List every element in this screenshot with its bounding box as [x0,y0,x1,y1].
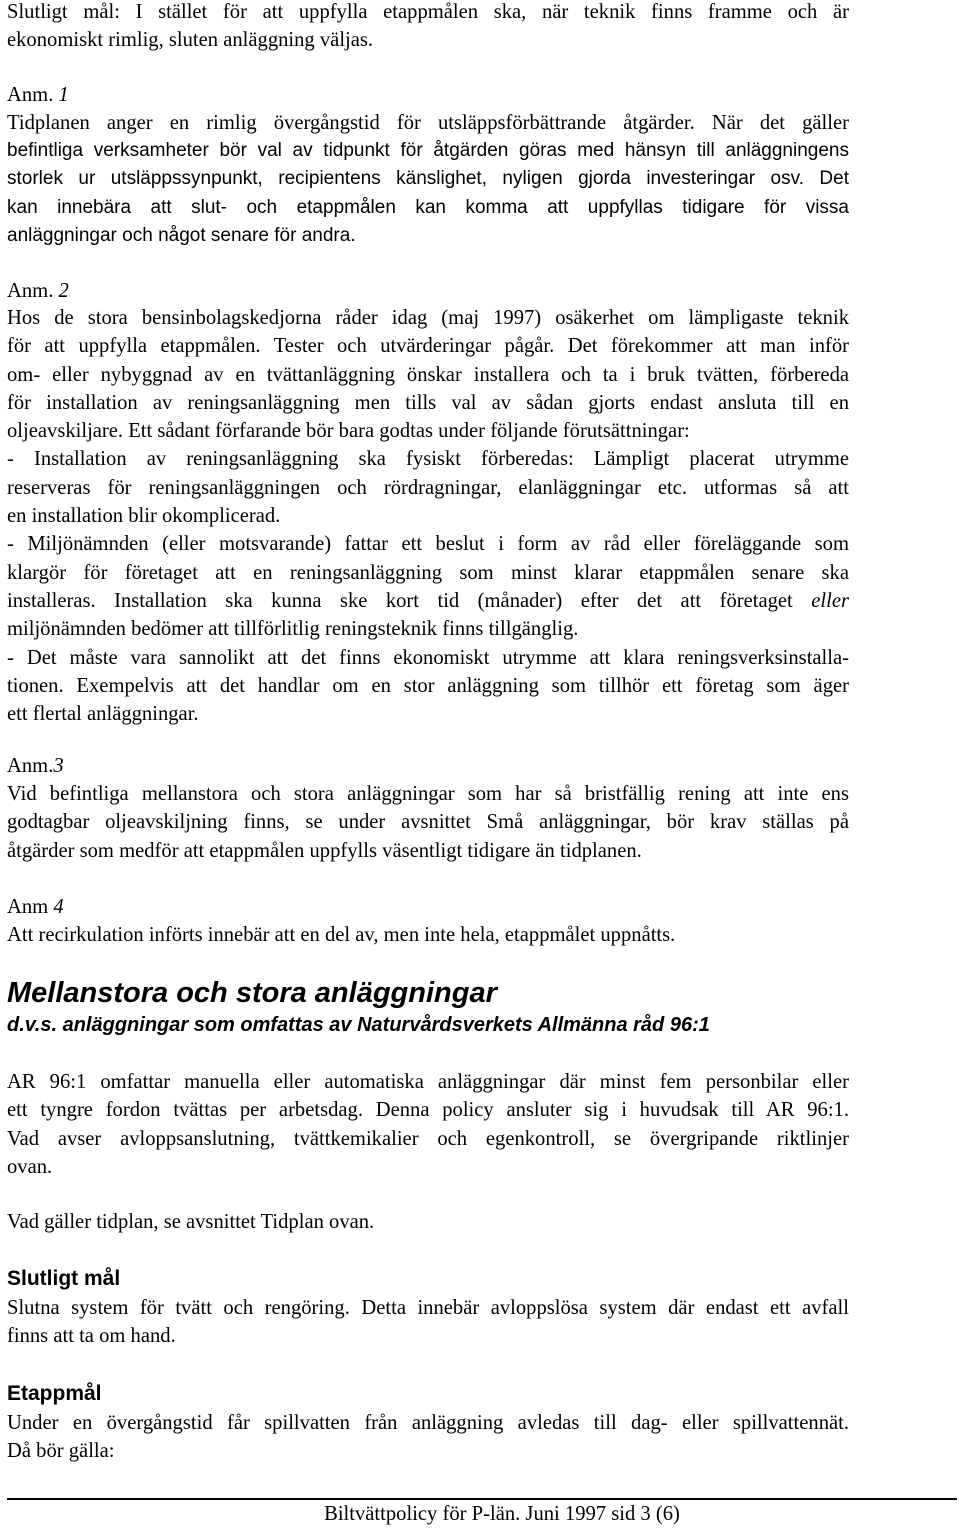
page-footer [7,1500,957,1528]
paragraph-etappmal [7,1409,849,1466]
paragraph-anm1-sans [7,137,849,250]
text-line: Vad gäller tidplan, se avsnittet Tidplan ovan. [7,1211,375,1233]
text-line-with-italic [7,587,849,615]
note-label: Anm. [7,755,54,777]
text-line: Slutligt mål: I stället för att uppfylla etappmålen ska, när teknik finns framme och är [7,1,849,23]
section-heading: Mellanstora och stora anläggningar [7,977,497,1009]
note-number: 1 [58,84,69,106]
text-line: klargör för företaget att en reningsanläggning som minst klarar etappmålen senare ska [7,561,849,584]
text-line: ett tyngre fordon tvättas per arbetsdag. Denna policy ansluter sig i huvudsak till AR 96:1. [7,1099,849,1122]
text-line: oljeavskiljare. Ett sådant förfarande bör bara godtas under följande förutsättningar: [7,420,690,443]
paragraph-ar961 [7,1068,849,1181]
note-number: 2 [58,280,69,302]
text-line: anläggningar och något senare för andra. [7,224,356,246]
text-line: Vad avser avloppsanslutning, tvättkemikalier och egenkontroll, se övergripande riktlinjer [7,1127,849,1150]
text-line: en installation blir okomplicerad. [7,505,281,528]
note-label-3 [7,752,64,780]
text-line: finns att ta om hand. [7,1325,176,1348]
heading-etappmal: Etappmål [7,1382,102,1405]
text-line: ekonomiskt rimlig, sluten anläggning väljas. [7,29,374,52]
note-label-2 [7,277,69,305]
note-label: Anm. [7,84,54,106]
text-line: Tidplanen anger en rimlig övergångstid för utsläppsförbättrande åtgärder. När det gäller [7,112,849,134]
text-line: storlek ur utsläppssynpunkt, recipientens känslighet, nyligen gjorda investeringar osv. Det [7,168,849,190]
text-fragment: installeras. Installation ska kunna ske kort tid (månader) efter det att företaget [7,589,793,612]
text-line: för installation av reningsanläggning men tills val av sådan gjorts endast ansluta till en [7,391,849,414]
text-line: om- eller nybyggnad av en tvättanläggning önskar installera och ta i bruk tvätten, förbereda [7,363,849,386]
footer-text: Biltvättpolicy för P-län. Juni 1997 sid 3 (6) [324,1503,680,1525]
paragraph-anm3 [7,780,849,865]
paragraph-slutligt-mal [7,1294,849,1351]
text-line: AR 96:1 omfattar manuella eller automatiska anläggningar där minst fem personbilar eller [7,1071,849,1093]
text-line: godtagbar oljeavskiljning finns, se under avsnittet Små anläggningar, bör krav ställas på [7,811,849,834]
text-line: Slutna system för tvätt och rengöring. Detta innebär avloppslösa system där endast ett avfall [7,1297,849,1319]
note-label-4 [7,893,64,921]
text-line: kan innebära att slut- och etappmålen kan komma att uppfyllas tidigare för vissa [7,196,849,218]
text-line: miljönämnden bedömer att tillförlitlig reningsteknik finns tillgänglig. [7,618,579,641]
text-line: åtgärder som medför att etappmålen uppfylls väsentligt tidigare än tidplanen. [7,839,642,862]
text-line: ett flertal anläggningar. [7,703,199,726]
text-line: - Det måste vara sannolikt att det finns ekonomiskt utrymme att klara reningsverksinstalla- [7,646,849,669]
heading-slutligt-mal: Slutligt mål [7,1267,121,1290]
text-line: - Miljönämnden (eller motsvarande) fattar ett beslut i form av råd eller föreläggande som [7,533,849,556]
text-line: för att uppfylla etappmålen. Tester och utvärderingar pågår. Det förekommer att man inför [7,335,849,358]
paragraph-slutligt-intro [7,0,849,55]
note-label: Anm. [7,280,54,302]
text-line: - Installation av reningsanläggning ska fysiskt förberedas: Lämpligt placerat utrymme [7,448,849,471]
text-line: tionen. Exempelvis att det handlar om en stor anläggning som tillhör ett företag som äger [7,674,849,697]
paragraph-tidplan [7,1208,849,1236]
note-number: 4 [53,896,64,918]
text-line: reserveras för reningsanläggningen och rördragningar, elanläggningar etc. utformas så att [7,476,849,499]
paragraph-anm2 [7,304,849,728]
text-line: befintliga verksamheter bör val av tidpunkt för åtgärden göras med hänsyn till anläggningens [7,140,849,161]
text-line: Vid befintliga mellanstora och stora anläggningar som har så bristfällig rening att inte ens [7,783,849,805]
text-line: Hos de stora bensinbolagskedjorna råder idag (maj 1997) osäkerhet om lämpligaste teknik [7,307,849,329]
paragraph-anm1 [7,109,849,137]
note-number: 3 [53,755,64,777]
text-line: ovan. [7,1155,53,1178]
paragraph-anm4 [7,921,849,949]
note-label: Anm [7,896,49,918]
section-subheading: d.v.s. anläggningar som omfattas av Naturvårdsverkets Allmänna råd 96:1 [7,1014,710,1036]
text-line: Under en övergångstid får spillvatten från anläggning avledas till dag- eller spillvattennät. [7,1412,849,1434]
italic-word: eller [811,589,849,612]
text-line: Då bör gälla: [7,1440,115,1463]
text-line: Att recirkulation införts innebär att en del av, men inte hela, etappmålet uppnåtts. [7,924,676,946]
note-label-1 [7,81,69,109]
